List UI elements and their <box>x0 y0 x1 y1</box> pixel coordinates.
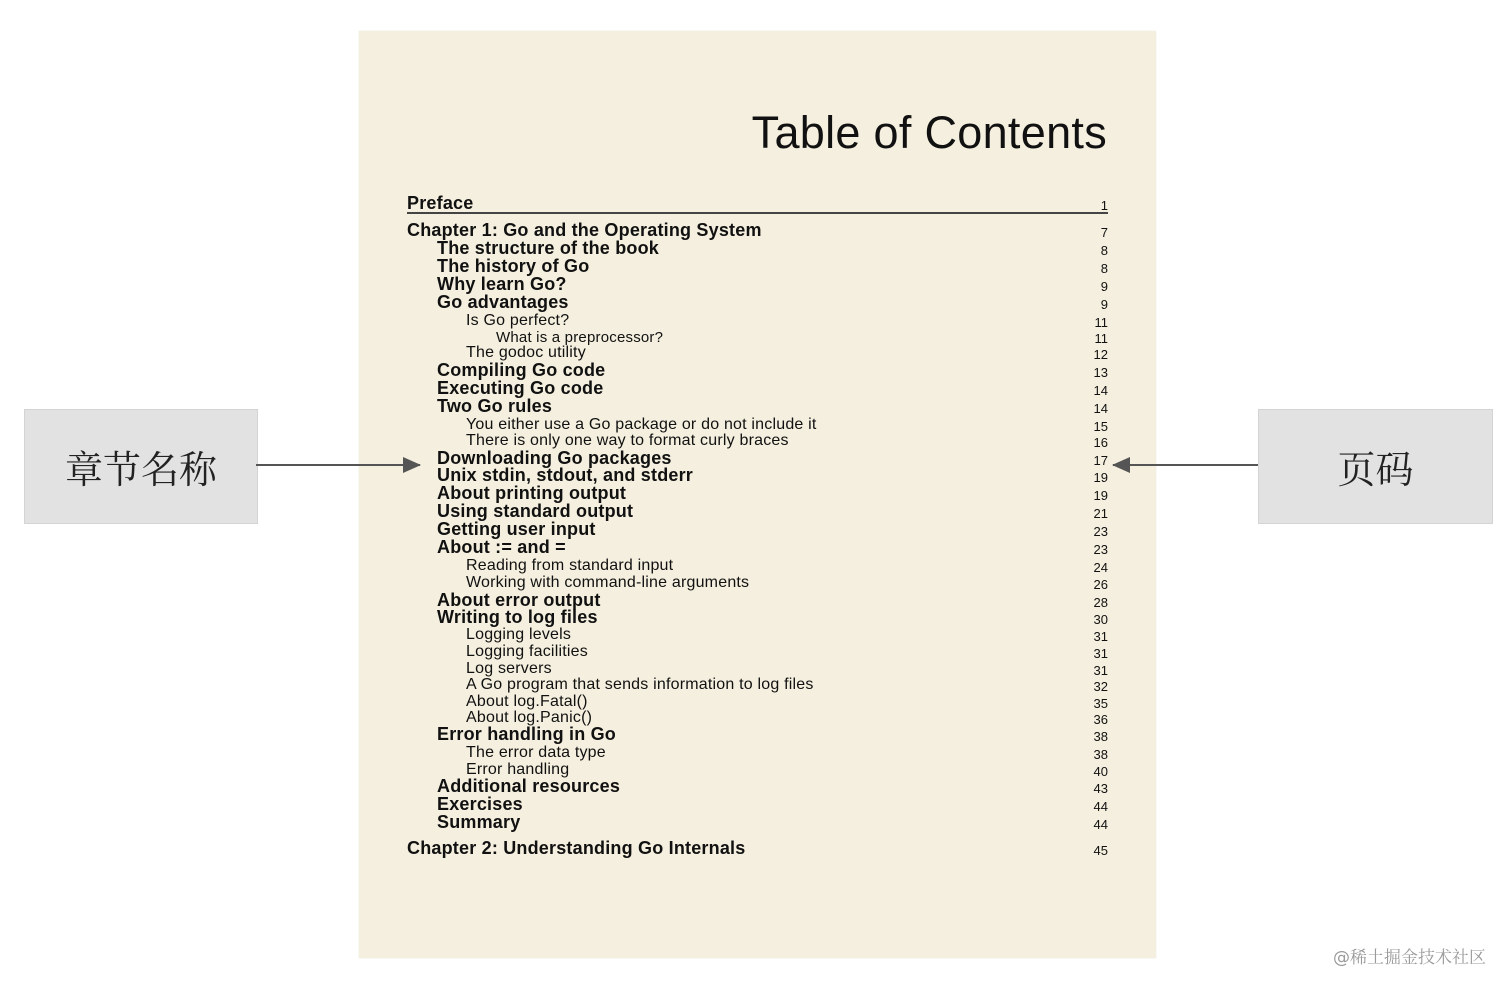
toc-entry <box>407 431 1108 449</box>
toc-entry-title: Getting user input <box>437 519 596 539</box>
toc-entry-page: 8 <box>1100 243 1108 258</box>
toc-entry-title: Using standard output <box>437 501 634 521</box>
toc-entry <box>407 520 1108 538</box>
toc-entry-page: 12 <box>1093 347 1108 362</box>
toc-entry <box>407 538 1108 556</box>
toc-entry <box>407 573 1108 591</box>
toc-entry <box>407 608 1108 626</box>
watermark: @稀土掘金技术社区 <box>1333 948 1486 968</box>
toc-entry-title: Executing Go code <box>437 378 604 398</box>
toc-entry-title: You either use a Go package or do not include it <box>466 416 817 433</box>
toc-entry <box>407 275 1108 293</box>
toc-entry-title: Logging levels <box>466 626 572 643</box>
toc-entry-page: 23 <box>1093 542 1108 557</box>
toc-entry-title: Preface <box>407 193 474 213</box>
toc-entry-page: 14 <box>1093 401 1108 416</box>
toc-entry-page: 40 <box>1093 764 1108 779</box>
toc-entry-title: A Go program that sends information to log files <box>466 676 814 693</box>
toc-entry-page: 44 <box>1093 817 1108 832</box>
toc-entry-title: About printing output <box>437 483 627 503</box>
toc-entry-title: The error data type <box>466 744 606 761</box>
toc-entry <box>407 556 1108 574</box>
toc-entry-page: 44 <box>1093 799 1108 814</box>
toc-entry-page: 28 <box>1093 595 1108 610</box>
toc-entry-page: 11 <box>1094 315 1108 330</box>
toc-entry-page: 9 <box>1100 279 1108 294</box>
page-number-callout <box>1258 409 1493 524</box>
toc-entry <box>407 795 1108 813</box>
toc-entry-page: 19 <box>1093 488 1108 503</box>
toc-entry-title: Additional resources <box>437 776 621 796</box>
toc-entry-page: 36 <box>1093 712 1108 727</box>
toc-entry <box>407 257 1108 275</box>
toc-entry <box>407 813 1108 831</box>
toc-title: Table of Contents <box>751 107 1107 158</box>
toc-entry-title: There is only one way to format curly braces <box>466 432 789 449</box>
toc-entry-page: 19 <box>1093 470 1108 485</box>
toc-entry-title: Reading from standard input <box>466 557 674 574</box>
toc-entry <box>407 361 1108 379</box>
toc-entry-title: Compiling Go code <box>437 360 606 380</box>
toc-entry-page: 43 <box>1093 781 1108 796</box>
toc-entry-title: Chapter 1: Go and the Operating System <box>407 220 762 240</box>
toc-entry-page: 38 <box>1093 747 1108 762</box>
toc-entry-page: 24 <box>1093 560 1108 575</box>
toc-entry-page: 38 <box>1093 729 1108 744</box>
toc-entry <box>407 343 1108 361</box>
toc-entry-page: 21 <box>1093 506 1108 521</box>
toc-entry-title: The godoc utility <box>466 344 586 361</box>
toc-entry <box>407 725 1108 743</box>
toc-entry <box>407 466 1108 484</box>
toc-entry-title: Summary <box>437 812 521 832</box>
toc-entry-page: 35 <box>1093 696 1108 711</box>
toc-entry-page: 31 <box>1093 663 1108 678</box>
toc-entry-page: 14 <box>1093 383 1108 398</box>
toc-entry <box>407 642 1108 660</box>
toc-entry-page: 23 <box>1093 524 1108 539</box>
toc-entry-title: Is Go perfect? <box>466 312 570 329</box>
toc-entry <box>407 293 1108 311</box>
toc-entry-title: About log.Panic() <box>466 709 593 726</box>
toc-entry-page: 11 <box>1094 331 1108 346</box>
toc-entry <box>407 221 1108 239</box>
toc-entry-page: 30 <box>1093 612 1108 627</box>
toc-entry <box>407 839 1108 857</box>
toc-entry <box>407 379 1108 397</box>
toc-entry <box>407 502 1108 520</box>
toc-entry-title: About := and = <box>437 537 566 557</box>
toc-entry-page: 16 <box>1093 435 1108 450</box>
toc-entry-title: Writing to log files <box>437 607 598 627</box>
toc-entry <box>407 484 1108 502</box>
toc-entry-page: 31 <box>1093 629 1108 644</box>
toc-entry-title: Go advantages <box>437 292 569 312</box>
toc-entry-title: Working with command-line arguments <box>466 574 750 591</box>
toc-entry <box>407 777 1108 795</box>
toc-entry-title: Why learn Go? <box>437 274 567 294</box>
chapter-name-label: 章节名称 <box>64 448 217 492</box>
page-number-label: 页码 <box>1337 448 1414 492</box>
toc-entry-page: 9 <box>1100 297 1108 312</box>
toc-entry-page: 15 <box>1093 419 1108 434</box>
toc-entry <box>407 239 1108 257</box>
toc-entry-page: 13 <box>1093 365 1108 380</box>
toc-entry-title: Log servers <box>466 660 552 677</box>
toc-entry-page: 1 <box>1100 198 1108 213</box>
toc-entry-page: 26 <box>1093 577 1108 592</box>
toc-entry-title: About log.Fatal() <box>466 693 588 710</box>
toc-entry-title: Error handling in Go <box>437 724 616 744</box>
toc-entry-title: Chapter 2: Understanding Go Internals <box>407 838 746 858</box>
toc-entry-page: 8 <box>1100 261 1108 276</box>
toc-entry-title: What is a preprocessor? <box>496 329 664 346</box>
toc-entry-title: Two Go rules <box>437 396 553 416</box>
toc-entry-title: About error output <box>437 590 601 610</box>
toc-entry-page: 31 <box>1093 646 1108 661</box>
toc-entry-page: 7 <box>1100 225 1108 240</box>
toc-entry <box>407 675 1108 693</box>
toc-entry-title: The history of Go <box>437 256 590 276</box>
toc-entry <box>407 194 1108 212</box>
toc-entry-page: 45 <box>1093 843 1108 858</box>
toc-entry-page: 17 <box>1093 453 1108 468</box>
toc-entry-title: The structure of the book <box>437 238 660 258</box>
toc-entry-title: Exercises <box>437 794 523 814</box>
toc-entry-page: 32 <box>1093 679 1108 694</box>
toc-entry-title: Logging facilities <box>466 643 588 660</box>
toc-entry-title: Error handling <box>466 761 570 778</box>
chapter-name-callout <box>24 409 258 524</box>
toc-entry <box>407 743 1108 761</box>
toc-entry-title: Unix stdin, stdout, and stderr <box>437 465 694 485</box>
toc-entry <box>407 625 1108 643</box>
toc-entry-title: Downloading Go packages <box>437 448 672 468</box>
toc-entry <box>407 397 1108 415</box>
toc-page <box>359 31 1156 958</box>
preface-underline <box>407 212 1108 214</box>
